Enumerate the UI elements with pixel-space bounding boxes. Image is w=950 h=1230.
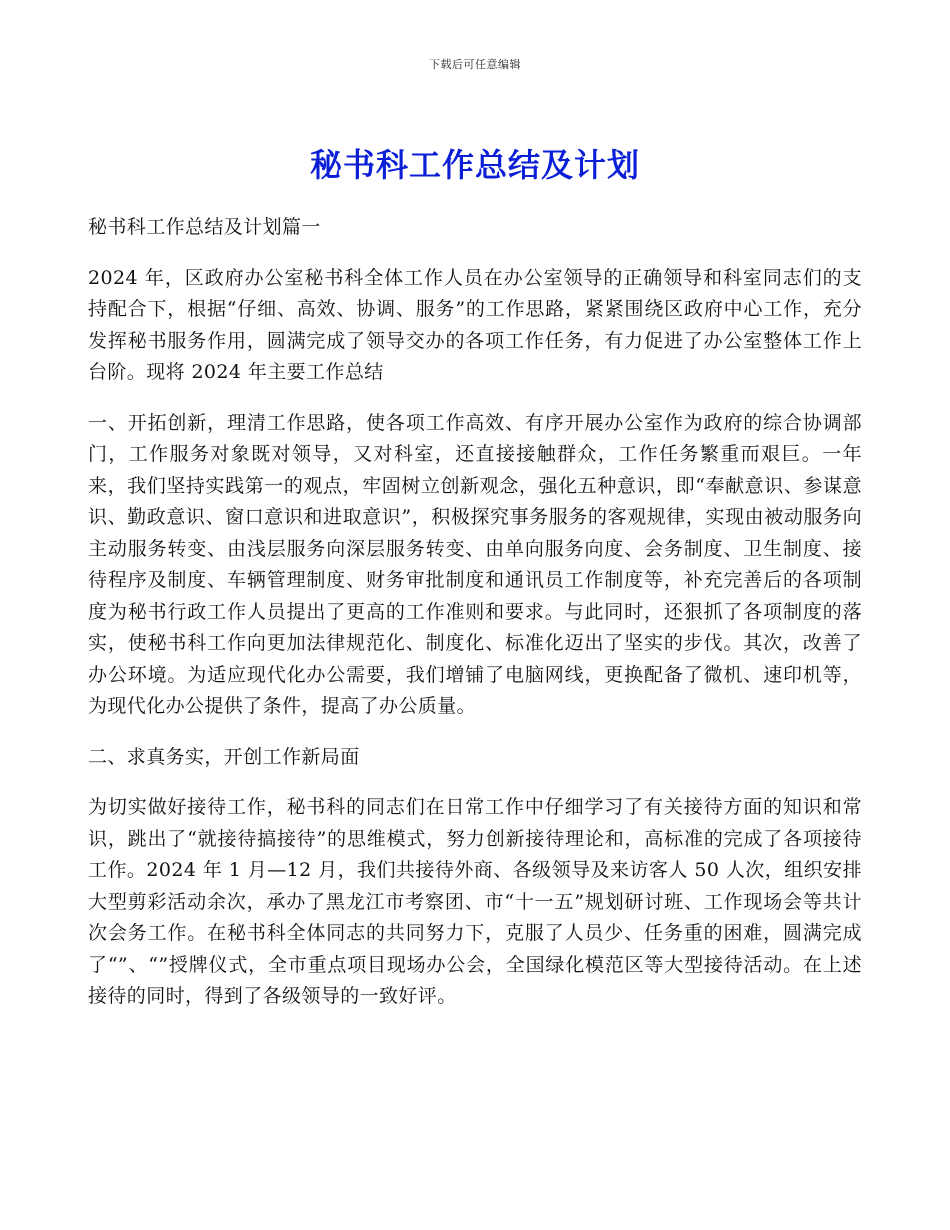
section-subtitle: 秘书科工作总结及计划篇一 — [88, 216, 321, 238]
section-two-paragraph: 为切实做好接待工作，秘书科的同志们在日常工作中仔细学习了有关接待方面的知识和常识，跳出了“就接待搞接待”的思维模式，努力创新接待理论和，高标准的完成了各项接待工作。2024 年 1 月—12 月，我们共接待外商、各级领导及来访客人 50 人次，组织安排大型剪彩活动余次，承办了黑龙江市考察团、市“十一五”规划研讨班、工作现场会等共计次会务工作。在秘书科全体同志的共同努力下，克服了人员少、任务重的困难，圆满完成了“”、“”授牌仪式，全市重点项目现场办公会，全国绿化模范区等大型接待活动。在上述接待的同时，得到了各级领导的一致好评。 — [88, 796, 862, 1007]
document-body — [88, 212, 862, 1032]
header-note: 下载后可任意编辑 — [429, 58, 521, 71]
section-one-paragraph: 一、开拓创新，理清工作思路，使各项工作高效、有序开展办公室作为政府的综合协调部门，工作服务对象既对领导，又对科室，还直接接触群众，工作任务繁重而艰巨。一年来，我们坚持实践第一的观点，牢固树立创新观念，强化五种意识，即“奉献意识、参谋意识、勤政意识、窗口意识和进取意识”，积极探究事务服务的客观规律，实现由被动服务向主动服务转变、由浅层服务向深层服务转变、由单向服务向度、会务制度、卫生制度、接待程序及制度、车辆管理制度、财务审批制度和通讯员工作制度等，补充完善后的各项制度为秘书行政工作人员提出了更高的工作准则和要求。与此同时，还狠抓了各项制度的落实，使秘书科工作向更加法律规范化、制度化、标准化迈出了坚实的步伐。其次，改善了办公环境。为适应现代化办公需要，我们增铺了电脑网线，更换配备了微机、速印机等，为现代化办公提供了条件，提高了办公质量。 — [88, 411, 862, 717]
section-two-heading: 二、求真务实，开创工作新局面 — [88, 745, 360, 768]
intro-paragraph: 2024 年，区政府办公室秘书科全体工作人员在办公室领导的正确领导和科室同志们的支持配合下，根据“仔细、高效、协调、服务”的工作思路，紧紧围绕区政府中心工作，充分发挥秘书服务作用，圆满完成了领导交办的各项工作任务，有力促进了办公室整体工作上台阶。现将 2024 年主要工作总结 — [88, 266, 862, 383]
document-title: 秘书科工作总结及计划 — [309, 146, 640, 184]
